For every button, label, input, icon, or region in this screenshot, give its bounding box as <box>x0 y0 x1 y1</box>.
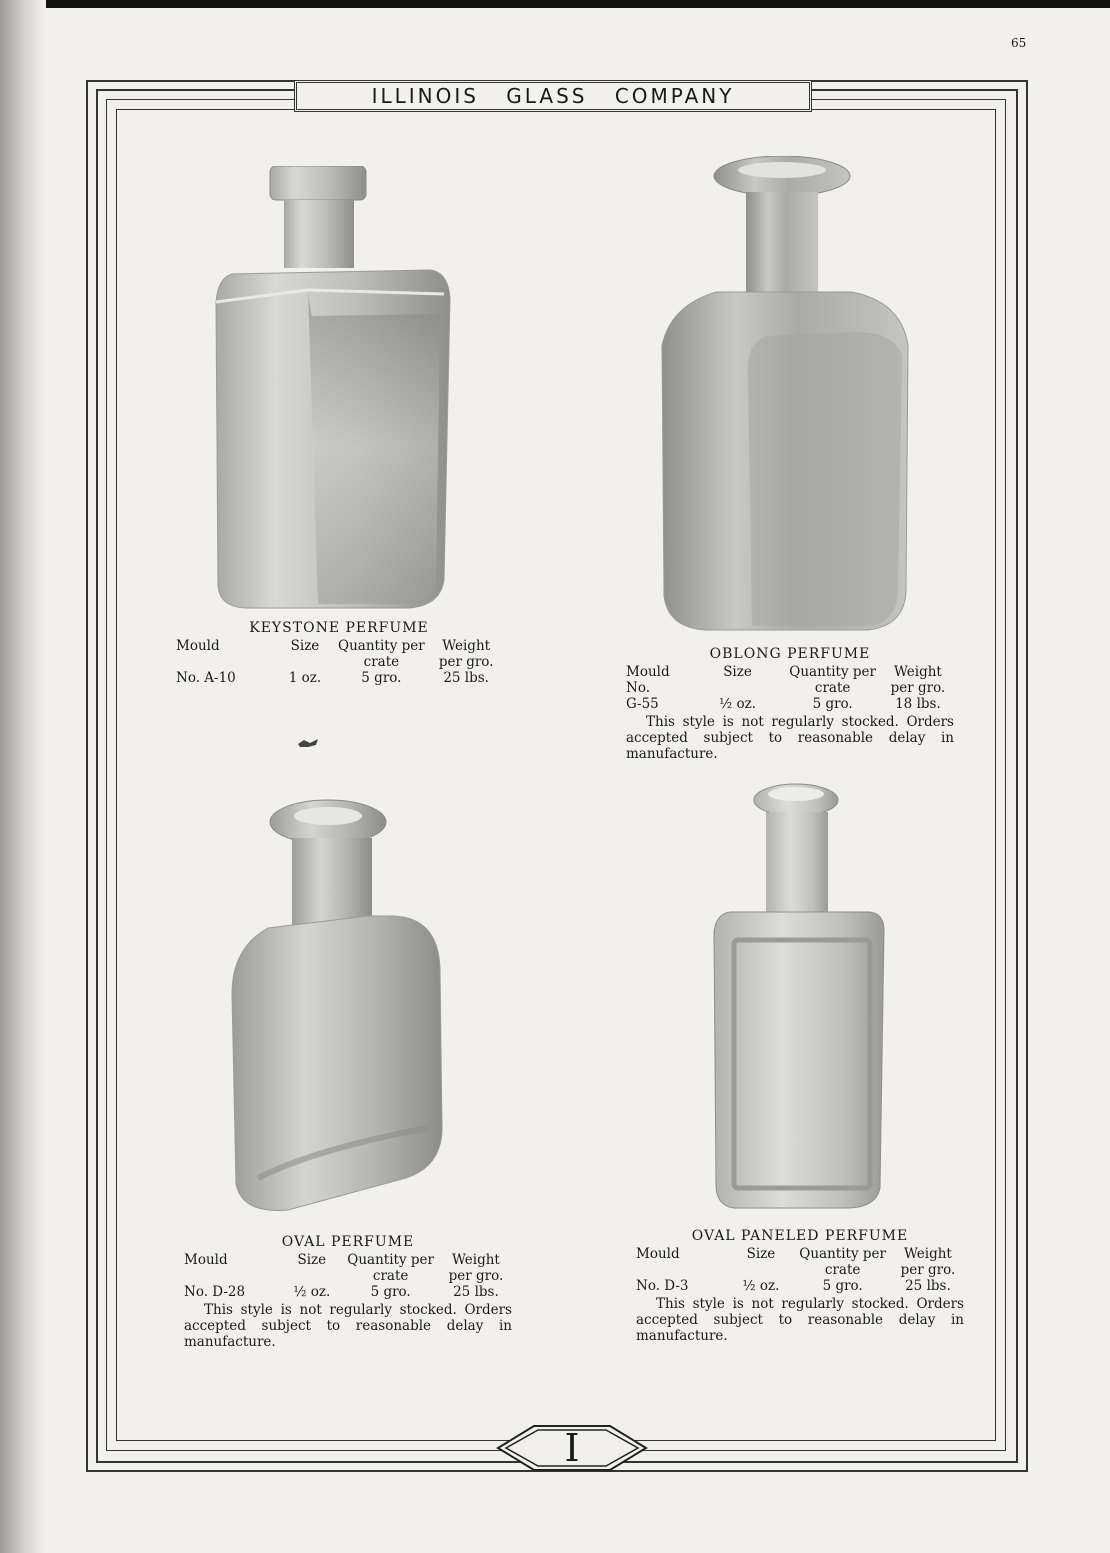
header-quantity: Quantity per crate <box>347 1252 434 1284</box>
value-mould: No. A-10 <box>176 670 236 686</box>
value-size: ½ oz. <box>293 1284 331 1300</box>
value-mould: No. D-3 <box>636 1278 689 1294</box>
header-mould: Mould <box>184 1252 228 1268</box>
header-mould: Mould No. <box>626 664 670 696</box>
value-weight: 25 lbs. <box>453 1284 499 1300</box>
product-title: OVAL PERFUME <box>281 1234 415 1250</box>
value-mould: No. D-28 <box>184 1284 246 1300</box>
header-size: Size <box>723 664 752 680</box>
value-mould: G-55 <box>626 696 659 712</box>
header-weight: Weight per gro. <box>448 1252 504 1284</box>
product-oval-perfume <box>184 1234 512 1350</box>
page-number: 65 <box>1011 36 1027 50</box>
value-weight: 25 lbs. <box>443 670 489 686</box>
company-header: ILLINOIS GLASS COMPANY <box>294 80 812 112</box>
product-keystone-perfume <box>176 620 502 686</box>
product-title: OVAL PANELED PERFUME <box>691 1228 909 1244</box>
product-oval-paneled-perfume <box>636 1228 964 1344</box>
value-quantity: 5 gro. <box>812 696 853 712</box>
header-weight: Weight per gro. <box>438 638 494 670</box>
stock-note: This style is not regularly stocked. Orders accepted subject to reasonable delay in manufacture. <box>626 714 954 762</box>
header-size: Size <box>746 1246 776 1262</box>
logo-letter: I <box>564 1426 580 1470</box>
header-quantity: Quantity per crate <box>799 1246 886 1278</box>
value-quantity: 5 gro. <box>361 670 402 686</box>
print-speck <box>296 738 320 748</box>
value-size: 1 oz. <box>288 670 322 686</box>
value-quantity: 5 gro. <box>370 1284 411 1300</box>
stock-note: This style is not regularly stocked. Orders accepted subject to reasonable delay in manufacture. <box>184 1302 512 1350</box>
oblong-perfume-bottle-illustration <box>656 156 914 634</box>
header-mould: Mould <box>636 1246 680 1262</box>
spec-table <box>626 664 954 712</box>
spec-table <box>184 1252 512 1300</box>
product-title: OBLONG PERFUME <box>709 646 871 662</box>
header-mould: Mould <box>176 638 220 654</box>
product-oblong-perfume <box>626 646 954 762</box>
scan-top-edge <box>0 0 1110 8</box>
product-title: KEYSTONE PERFUME <box>249 620 429 636</box>
oval-paneled-perfume-bottle-illustration <box>700 780 896 1210</box>
book-spine-shadow <box>0 0 46 1553</box>
value-size: ½ oz. <box>742 1278 780 1294</box>
header-weight: Weight per gro. <box>890 664 946 696</box>
spec-table <box>636 1246 964 1294</box>
header-quantity: Quantity per crate <box>338 638 425 670</box>
spec-table <box>176 638 502 686</box>
header-size: Size <box>290 638 320 654</box>
header-weight: Weight per gro. <box>900 1246 956 1278</box>
header-quantity: Quantity per crate <box>789 664 876 696</box>
header-size: Size <box>297 1252 327 1268</box>
value-weight: 18 lbs. <box>895 696 941 712</box>
value-quantity: 5 gro. <box>822 1278 863 1294</box>
oval-perfume-bottle-illustration <box>228 798 446 1218</box>
value-weight: 25 lbs. <box>905 1278 951 1294</box>
keystone-perfume-bottle-illustration <box>208 166 454 610</box>
value-size: ½ oz. <box>719 696 756 712</box>
stock-note: This style is not regularly stocked. Orders accepted subject to reasonable delay in manufacture. <box>636 1296 964 1344</box>
